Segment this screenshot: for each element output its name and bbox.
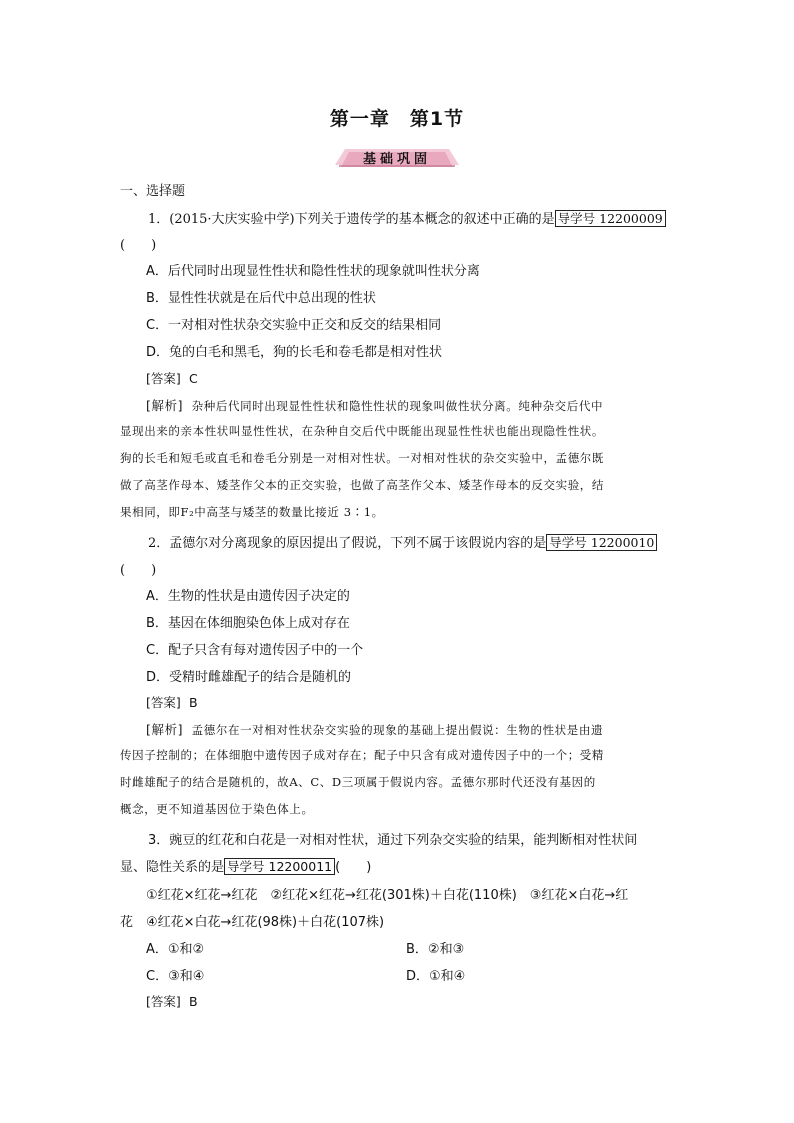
q2-answer-value: B <box>189 695 198 710</box>
section-heading: 一、选择题 <box>120 184 186 199</box>
q2-option-c: C．配子只含有每对遗传因子中的一个 <box>146 643 364 658</box>
q3-option-c: C．③和④ <box>146 969 205 984</box>
q1-analysis-line-1 <box>146 396 603 414</box>
section-banner <box>335 145 459 169</box>
q1-answer-tag: [答案] <box>146 371 181 386</box>
q3-option-a: A．①和② <box>146 942 205 957</box>
q1-analysis-line-2: 显现出来的亲本性状叫显性性状，在杂种自交后代中既能出现显性性状也能出现隐性性状。 <box>120 424 604 438</box>
question-2-ref: 导学号 12200010 <box>546 534 657 551</box>
q2-analysis-line-1 <box>146 720 603 738</box>
q2-option-a: A．生物的性状是由遗传因子决定的 <box>146 589 350 604</box>
q1-option-a: A．后代同时出现显性性状和隐性性状的现象就叫性状分离 <box>146 264 480 279</box>
q1-analysis-line-5: 果相同，即F₂中高茎与矮茎的数量比接近 3∶1。 <box>120 505 384 519</box>
q2-answer-tag: [答案] <box>146 695 181 710</box>
q1-option-c: C．一对相对性状杂交实验中正交和反交的结果相同 <box>146 318 442 333</box>
question-1-stem <box>148 208 666 227</box>
q3-option-b: B．②和③ <box>406 942 465 957</box>
q1-analysis-line-4: 做了高茎作母本、矮茎作父本的正交实验，也做了高茎作父本、矮茎作母本的反交实验，结 <box>120 478 604 492</box>
question-1-text: 1．(2015·大庆实验中学)下列关于遗传学的基本概念的叙述中正确的是 <box>148 212 555 227</box>
q3-answer <box>146 992 198 1010</box>
q1-analysis-text-1: 杂种后代同时出现显性性状和隐性性状的现象叫做性状分离。纯种杂交后代中 <box>191 399 604 413</box>
q1-analysis-line-3: 狗的长毛和短毛或直毛和卷毛分别是一对相对性状。一对相对性状的杂交实验中，孟德尔既 <box>120 451 604 465</box>
q1-analysis-tag: [解析] <box>146 398 184 413</box>
q2-analysis-line-2: 传因子控制的；在体细胞中遗传因子成对存在；配子中只含有成对遗传因子中的一个；受精 <box>120 748 604 762</box>
question-3-stem-line-2 <box>120 856 371 875</box>
question-3-paren: ( ) <box>335 860 372 875</box>
page-title: 第一章 第1节 <box>329 108 465 130</box>
q2-analysis-line-3: 时雌雄配子的结合是随机的，故A、C、D三项属于假说内容。孟德尔那时代还没有基因的 <box>120 775 596 789</box>
question-3-text: 显、隐性关系的是 <box>120 860 225 875</box>
q2-analysis-tag: [解析] <box>146 722 184 737</box>
q2-answer <box>146 693 198 711</box>
q1-answer <box>146 369 198 387</box>
q1-option-b: B．显性性状就是在后代中总出现的性状 <box>146 291 376 306</box>
q3-answer-tag: [答案] <box>146 994 181 1009</box>
q1-answer-value: C <box>189 371 198 386</box>
q2-analysis-text-1: 孟德尔在一对相对性状杂交实验的现象的基础上提出假说：生物的性状是由遗 <box>191 723 604 737</box>
question-3-ref: 导学号 12200011 <box>224 858 335 875</box>
question-2-paren: ( ) <box>120 563 157 578</box>
question-2-stem <box>148 532 657 551</box>
q2-analysis-line-4: 概念，更不知道基因位于染色体上。 <box>120 802 314 816</box>
question-2-text: 2．孟德尔对分离现象的原因提出了假说，下列不属于该假说内容的是 <box>148 536 547 551</box>
banner-label: 基础巩固 <box>362 152 431 167</box>
q2-option-d: D．受精时雌雄配子的结合是随机的 <box>146 670 352 685</box>
question-1-paren: ( ) <box>120 238 157 253</box>
q3-items-line-2: 花 ④红花×白花→红花(98株)＋白花(107株) <box>120 915 385 930</box>
q1-option-d: D．兔的白毛和黑毛，狗的长毛和卷毛都是相对性状 <box>146 345 443 360</box>
q2-option-b: B．基因在体细胞染色体上成对存在 <box>146 616 350 631</box>
q3-items-line-1: ①红花×红花→红花 ②红花×红花→红花(301株)＋白花(110株) ③红花×白花→红 <box>146 888 629 903</box>
question-1-ref: 导学号 12200009 <box>555 210 666 227</box>
q3-option-d: D．①和④ <box>406 969 466 984</box>
q3-answer-value: B <box>189 994 198 1009</box>
question-3-stem-line-1: 3．豌豆的红花和白花是一对相对性状，通过下列杂交实验的结果，能判断相对性状间 <box>148 833 638 848</box>
